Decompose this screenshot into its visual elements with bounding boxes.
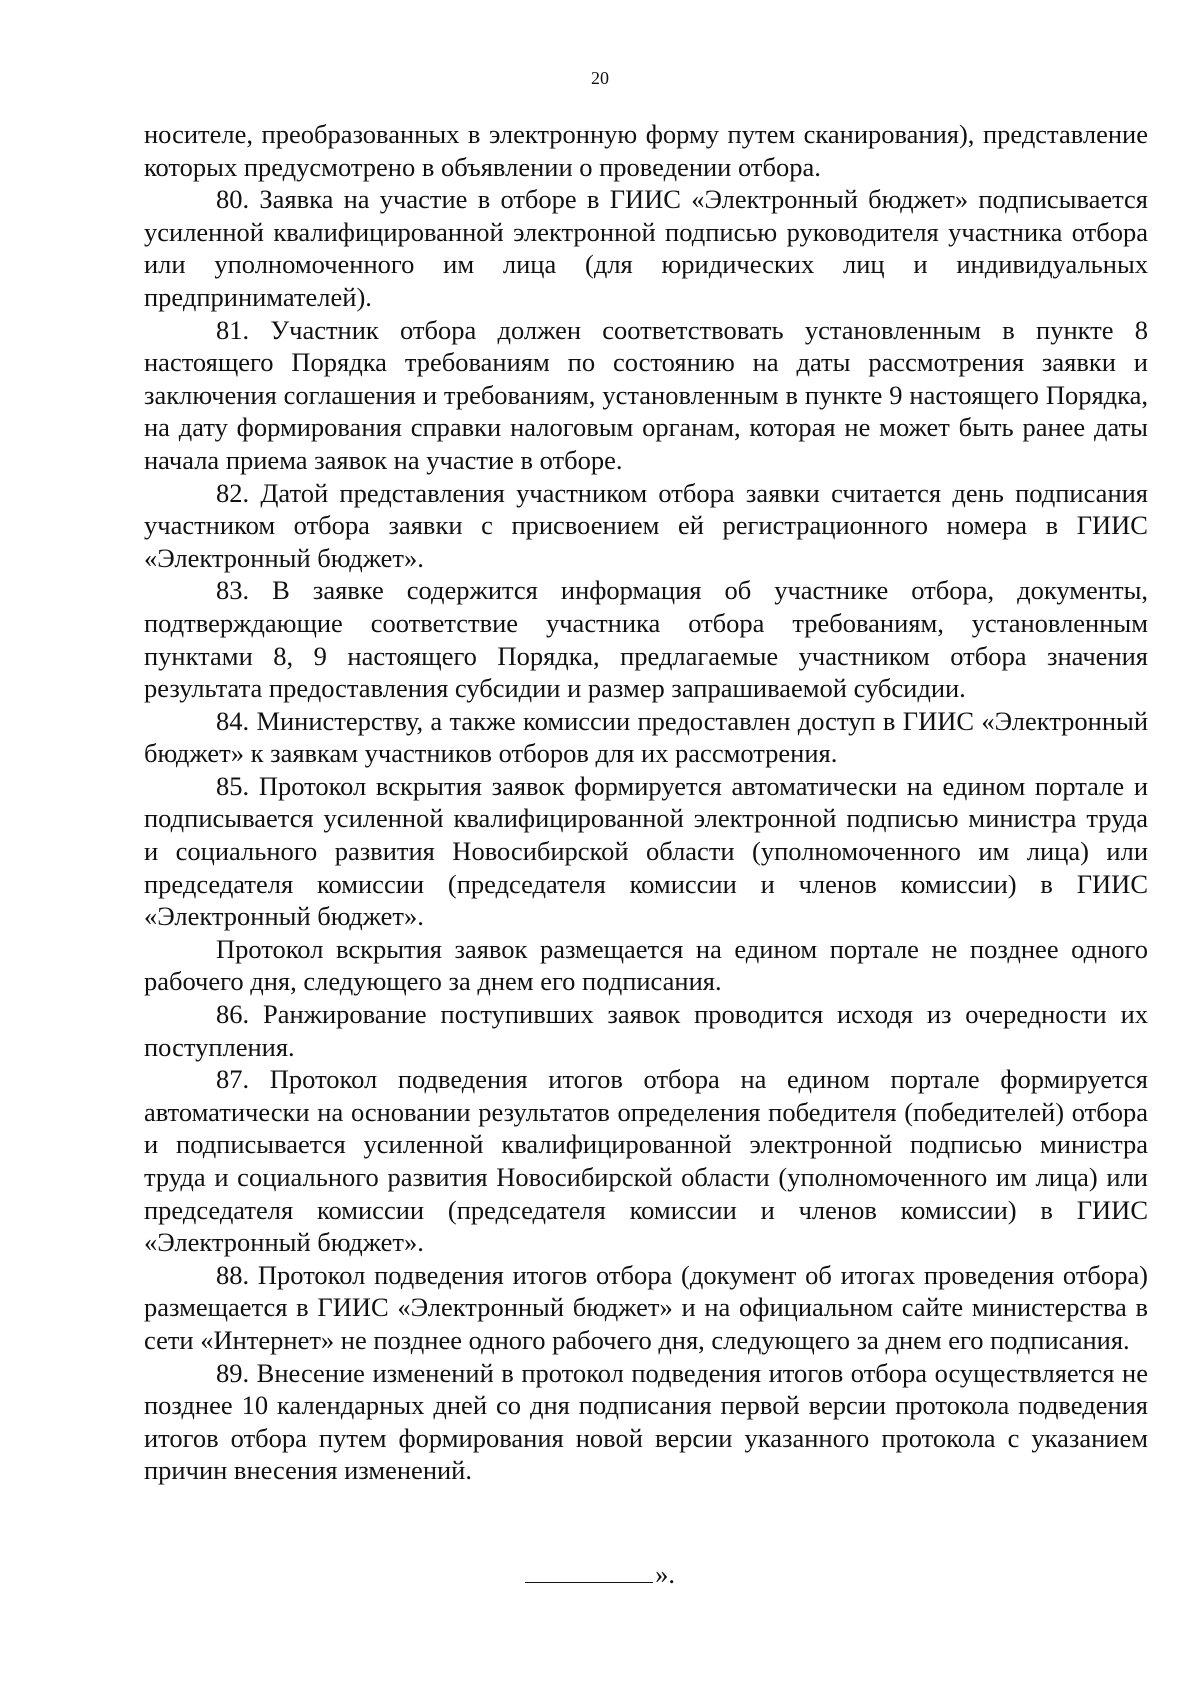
ending-quote-mark: ». [655,1559,675,1589]
paragraph-item-82: 82. Датой представления участником отбора заявки считается день подписания участником отбора заявки с присвоением ей регистрационного номера в ГИИС «Электронный бюджет». [144,477,1148,573]
page-number: 20 [591,68,609,88]
paragraph-item-81: 81. Участник отбора должен соответствовать установленным в пункте 8 настоящего Порядка требованиям по состоянию на даты рассмотрения заявки и заключения соглашения и требованиям, установленным в пункте 9 настоящего Порядка, на дату формирования справки налоговым органам, которая не может быть ранее даты начала приема заявок на участие в отборе. [144,314,1148,475]
paragraph-item-89: 89. Внесение изменений в протокол подведения итогов отбора осуществляется не позднее 10 календарных дней со дня подписания первой версии протокола подведения итогов отбора путем формирования новой версии указанного протокола с указанием причин внесения изменений. [144,1357,1148,1486]
document-ending [0,1558,1200,1590]
paragraph-item-87: 87. Протокол подведения итогов отбора на едином портале формируется автоматически на основании результатов определения победителя (победителей) отбора и подписывается усиленной квалифицированной электронной подписью министра труда и социального развития Новосибирской области (уполномоченного им лица) или председателя комиссии (председателя комиссии и членов комиссии) в ГИИС «Электронный бюджет». [144,1064,1148,1258]
document-body [144,118,1148,1487]
paragraph-item-88: 88. Протокол подведения итогов отбора (документ об итогах проведения отбора) размещается в ГИИС «Электронный бюджет» и на официальном сайте министерства в сети «Интернет» не позднее одного рабочего дня, следующего за днем его подписания. [144,1259,1148,1355]
paragraph-item-86: 86. Ранжирование поступивших заявок проводится исходя из очередности их поступления. [144,999,1148,1062]
paragraph-item-84: 84. Министерству, а также комиссии предоставлен доступ в ГИИС «Электронный бюджет» к заявкам участников отборов для их рассмотрения. [144,705,1148,769]
paragraph-item-80: 80. Заявка на участие в отборе в ГИИС «Электронный бюджет» подписывается усиленной квалифицированной электронной подписью руководителя участника отбора или уполномоченного им лица (для юридических лиц и индивидуальных предпринимателей). [144,184,1148,312]
paragraph-item-85: 85. Протокол вскрытия заявок формируется автоматически на едином портале и подписывается усиленной квалифицированной электронной подписью министра труда и социального развития Новосибирской области (уполномоченного им лица) или председателя комиссии (председателя комиссии и членов комиссии) в ГИИС «Электронный бюджет». [144,770,1148,932]
paragraph-continuation: носителе, преобразованных в электронную форму путем сканирования), представление которых предусмотрено в объявлении о проведении отбора. [144,119,1148,182]
paragraph-item-85-continued: Протокол вскрытия заявок размещается на едином портале не позднее одного рабочего дня, следующего за днем его подписания. [144,933,1148,997]
paragraph-item-83: 83. В заявке содержится информация об участнике отбора, документы, подтверждающие соответствие участника отбора требованиям, установленным пунктами 8, 9 настоящего Порядка, предлагаемые участником отбора значения результата предоставления субсидии и размер запрашиваемой субсидии. [144,575,1148,704]
ending-underline [525,1558,653,1583]
